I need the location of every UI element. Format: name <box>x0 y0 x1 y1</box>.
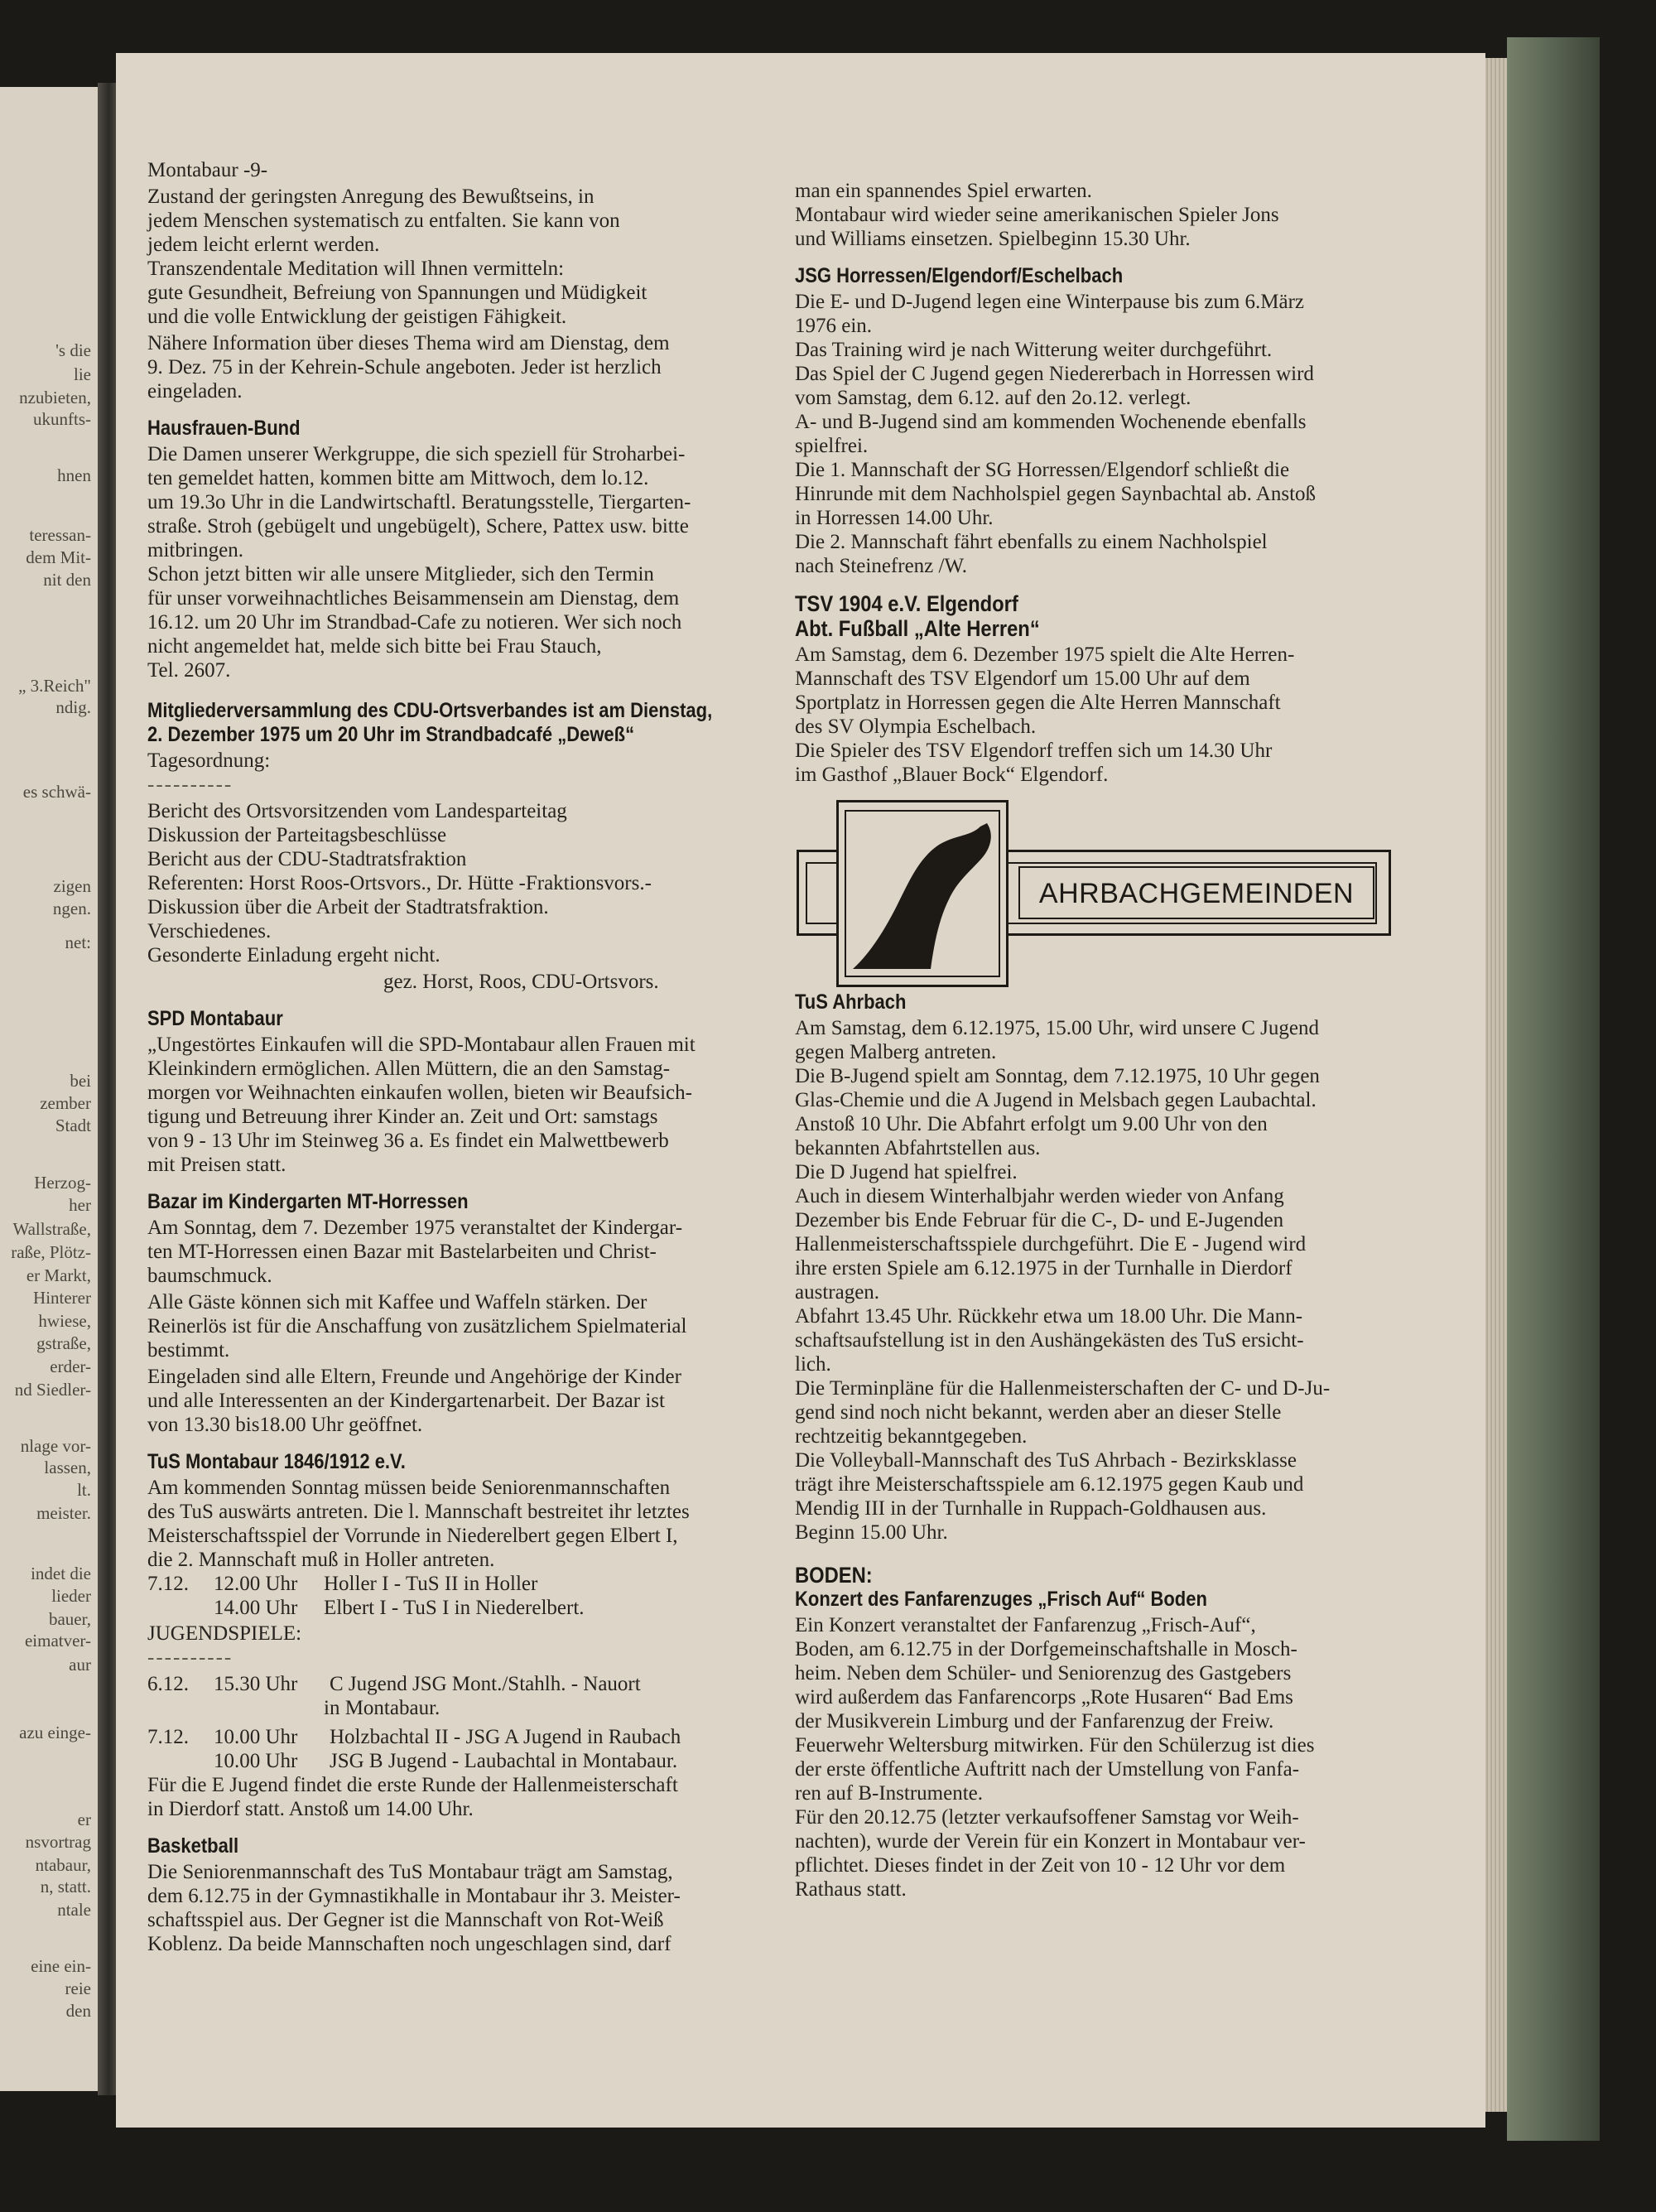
previous-page-text-line: nit den <box>43 570 91 590</box>
river-emblem-icon <box>846 812 999 976</box>
previous-page-text-line: dem Mit- <box>26 547 91 567</box>
previous-page-text-line: ndig. <box>55 697 91 717</box>
youth-fixture-row: 6.12. 15.30 Uhr C Jugend JSG Mont./Stahlh. - Nauort <box>147 1673 641 1695</box>
text-line: Referenten: Horst Roos-Ortsvors., Dr. Hütte -Fraktionsvors.- <box>147 872 652 894</box>
text-line: Die E- und D-Jugend legen eine Winterpause bis zum 6.März <box>795 291 1305 313</box>
previous-page-text-line: ngen. <box>52 899 91 918</box>
text-line: Ein Konzert veranstaltet der Fanfarenzug „Frisch-Auf“, <box>795 1614 1256 1636</box>
text-line: eingeladen. <box>147 380 243 402</box>
text-line: Das Spiel der C Jugend gegen Niedererbach in Horressen wird <box>795 363 1314 385</box>
bazar-text-1 <box>147 1216 777 1288</box>
previous-page-text-line: meister. <box>36 1503 91 1523</box>
text-line: ren auf B-Instrumente. <box>795 1782 984 1805</box>
text-line: wird außerdem das Fanfarencorps „Rote Husaren“ Bad Ems <box>795 1686 1293 1708</box>
text-line: Reinerlös ist für die Anschaffung von zusätzlichem Spielmaterial <box>147 1315 687 1337</box>
text-line: des TuS auswärts antreten. Die l. Mannschaft bestreitet ihr letztes <box>147 1501 690 1523</box>
previous-page-text-line: eine ein- <box>31 1956 91 1976</box>
previous-page-text-line: reie <box>65 1978 91 1998</box>
text-line: dem 6.12.75 in der Gymnastikhalle in Montabaur ihr 3. Meister- <box>147 1885 681 1907</box>
boden-heading: BODEN: <box>795 1563 873 1588</box>
text-line: Am Samstag, dem 6. Dezember 1975 spielt die Alte Herren- <box>795 643 1295 666</box>
tsv-heading-line-1: TSV 1904 e.V. Elgendorf <box>795 591 1018 616</box>
text-line: Kleinkindern ermöglichen. Allen Müttern, die an den Samstag- <box>147 1058 671 1080</box>
text-line: ten MT-Horressen einen Bazar mit Bastelarbeiten und Christ- <box>147 1241 657 1263</box>
text-line: nach Steinefrenz /W. <box>795 555 968 577</box>
text-line: Hinrunde mit dem Nachholspiel gegen Saynbachtal ab. Anstoß <box>795 483 1317 505</box>
text-line: bekannten Abfahrtstellen aus. <box>795 1137 1041 1159</box>
spd-text <box>147 1033 777 1177</box>
text-line: Die 1. Mannschaft der SG Horressen/Elgendorf schließt die <box>795 459 1290 481</box>
bazar-text-2 <box>147 1290 777 1362</box>
text-line: Die B-Jugend spielt am Sonntag, dem 7.12.1975, 10 Uhr gegen <box>795 1065 1320 1087</box>
previous-page-text-line: Wallstraße, <box>12 1219 91 1239</box>
tus-montabaur-text <box>147 1476 777 1572</box>
text-line: Beginn 15.00 Uhr. <box>795 1521 948 1544</box>
text-line: Die D Jugend hat spielfrei. <box>795 1161 1018 1183</box>
previous-page-text-line: es schwä- <box>22 782 91 802</box>
previous-page-fragment <box>0 87 100 2091</box>
text-line: Am Sonntag, dem 7. Dezember 1975 veranstaltet der Kindergar- <box>147 1217 683 1239</box>
text-line: und die volle Entwicklung der geistigen Fähigkeit. <box>147 306 567 328</box>
previous-page-text-line: ntale <box>57 1900 91 1920</box>
text-line: 9. Dez. 75 in der Kehrein-Schule angeboten. Jeder ist herzlich <box>147 356 662 378</box>
right-column <box>795 179 1457 1904</box>
agenda-underline: ---------- <box>147 773 233 796</box>
text-line: gend sind noch nicht bekannt, werden aber an dieser Stelle <box>795 1401 1282 1424</box>
text-line: Hallenmeisterschaftsspiele durchgeführt. Die E - Jugend wird <box>795 1233 1307 1255</box>
text-line: des SV Olympia Eschelbach. <box>795 716 1037 738</box>
tm-info <box>147 331 777 403</box>
previous-page-text-line: ukunfts- <box>33 409 91 429</box>
basketball-text <box>147 1860 777 1956</box>
text-line: morgen vor Weihnachten einkaufen wollen, bieten wir Beaufsich- <box>147 1082 692 1104</box>
text-line: gegen Malberg antreten. <box>795 1041 997 1063</box>
text-line: Auch in diesem Winterhalbjahr werden wieder von Anfang <box>795 1185 1284 1207</box>
previous-page-text-line: 's die <box>55 340 91 360</box>
youth-games-underline: ---------- <box>147 1646 233 1669</box>
basketball-heading: Basketball <box>147 1834 239 1858</box>
text-line: ten gemeldet hatten, kommen bitte am Mittwoch, dem lo.12. <box>147 467 649 489</box>
text-line: heim. Neben dem Schüler- und Seniorenzug des Gastgebers <box>795 1662 1292 1684</box>
spd-heading: SPD Montabaur <box>147 1007 283 1030</box>
text-line: Rathaus statt. <box>795 1878 907 1901</box>
bazar-text-3 <box>147 1365 777 1437</box>
ahrbach-banner <box>795 800 1457 987</box>
previous-page-text-line: bauer, <box>48 1609 91 1629</box>
previous-page-text-line: nlage vor- <box>20 1436 91 1456</box>
text-line: baumschmuck. <box>147 1265 272 1287</box>
text-line: Diskussion der Parteitagsbeschlüsse <box>147 824 447 846</box>
book-gutter <box>98 83 116 2095</box>
previous-page-text-line: n, statt. <box>40 1877 91 1896</box>
text-line: und Williams einsetzen. Spielbeginn 15.30 Uhr. <box>795 228 1191 250</box>
text-line: Die Seniorenmannschaft des TuS Montabaur trägt am Samstag, <box>147 1861 673 1883</box>
text-line: 1976 ein. <box>795 315 873 337</box>
text-line: Sportplatz in Horressen gegen die Alte Herren Mannschaft <box>795 692 1281 714</box>
text-line: Die Volleyball-Mannschaft des TuS Ahrbach - Bezirksklasse <box>795 1449 1297 1472</box>
text-line: nachten), wurde der Verein für ein Konzert in Montabaur ver- <box>795 1830 1306 1853</box>
text-line: A- und B-Jugend sind am kommenden Wochenende ebenfalls <box>795 411 1307 433</box>
page-header: Montabaur -9- <box>147 159 268 181</box>
youth-fixture-continuation: in Montabaur. <box>324 1697 440 1719</box>
bazar-heading: Bazar im Kindergarten MT-Horressen <box>147 1190 469 1213</box>
previous-page-text-line: aur <box>69 1655 91 1675</box>
previous-page-text-line: net: <box>65 933 91 952</box>
previous-page-text-line: „ 3.Reich" <box>18 676 91 696</box>
text-line: jedem Menschen systematisch zu entfalten. Sie kann von <box>147 210 620 232</box>
previous-page-text-line: nd Siedler- <box>14 1380 91 1400</box>
text-line: schaftsspiel aus. Der Gegner ist die Mannschaft von Rot-Weiß <box>147 1909 664 1931</box>
previous-page-text-line: lie <box>74 364 91 384</box>
previous-page-text-line: her <box>69 1195 91 1215</box>
text-line: Die 2. Mannschaft fährt ebenfalls zu einem Nachholspiel <box>795 531 1268 553</box>
previous-page-text-line: azu einge- <box>19 1723 91 1742</box>
previous-page-text-line: hnen <box>57 465 91 485</box>
text-line: austragen. <box>795 1281 880 1304</box>
tus-montabaur-heading: TuS Montabaur 1846/1912 e.V. <box>147 1450 406 1473</box>
text-line: 16.12. um 20 Uhr im Strandbad-Cafe zu notieren. Wer sich noch <box>147 611 682 634</box>
previous-page-text-line: gstraße, <box>36 1333 91 1353</box>
previous-page-text-line: Hinterer <box>33 1288 91 1308</box>
text-line: bestimmt. <box>147 1339 230 1361</box>
text-line: Das Training wird je nach Witterung weiter durchgeführt. <box>795 339 1273 361</box>
text-line: Für den 20.12.75 (letzter verkaufsoffener Samstag vor Weih- <box>795 1806 1299 1829</box>
youth-games-label: JUGENDSPIELE: <box>147 1622 302 1645</box>
previous-page-text-line: nsvortrag <box>25 1832 91 1852</box>
basketball-continuation <box>795 179 1457 251</box>
fixture-row: 7.12. 12.00 Uhr Holler I - TuS II in Holler <box>147 1573 538 1595</box>
text-line: Dezember bis Ende Februar für die C-, D- und E-Jugenden <box>795 1209 1284 1231</box>
hausfrauen-text <box>147 442 777 682</box>
text-line: Montabaur wird wieder seine amerikanischen Spieler Jons <box>795 204 1279 226</box>
previous-page-text-line: zember <box>40 1093 91 1113</box>
text-line: Alle Gäste können sich mit Kaffee und Waffeln stärken. Der <box>147 1291 647 1313</box>
text-line: Die Spieler des TSV Elgendorf treffen sich um 14.30 Uhr <box>795 740 1273 762</box>
fixture-row: 14.00 Uhr Elbert I - TuS I in Niederelbert. <box>214 1597 585 1619</box>
youth-fixture-row: 7.12. 10.00 Uhr Holzbachtal II - JSG A Jugend in Raubach <box>147 1726 681 1748</box>
previous-page-text-line: lt. <box>77 1480 91 1500</box>
previous-page-text-line: Herzog- <box>34 1173 91 1193</box>
previous-page-text-line: nzubieten, <box>19 388 91 407</box>
previous-page-text-line: bei <box>70 1071 91 1091</box>
text-line: mit Preisen statt. <box>147 1154 286 1176</box>
text-line: Am Samstag, dem 6.12.1975, 15.00 Uhr, wird unsere C Jugend <box>795 1017 1319 1039</box>
text-line: Abfahrt 13.45 Uhr. Rückkehr etwa um 18.00 Uhr. Die Mann- <box>795 1305 1303 1328</box>
text-line: Feuerwehr Weltersburg mitwirken. Für den Schülerzug ist dies <box>795 1734 1315 1757</box>
text-line: der erste öffentliche Auftritt nach der Umstellung von Fanfa- <box>795 1758 1300 1781</box>
text-line: im Gasthof „Blauer Bock“ Elgendorf. <box>795 764 1109 786</box>
text-line: Bericht des Ortsvorsitzenden vom Landesparteitag <box>147 800 567 822</box>
text-line: für unser vorweihnachtliches Beisammensein am Dienstag, dem <box>147 587 680 610</box>
text-line: der Musikverein Limburg und der Fanfarenzug der Freiw. <box>795 1710 1274 1732</box>
text-line: Schon jetzt bitten wir alle unsere Mitglieder, sich den Termin <box>147 563 654 586</box>
text-line: man ein spannendes Spiel erwarten. <box>795 180 1092 202</box>
text-line: und alle Interessenten an der Kindergartenarbeit. Der Bazar ist <box>147 1390 665 1412</box>
text-line: rechtzeitig bekanntgegeben. <box>795 1425 1028 1448</box>
text-line: Boden, am 6.12.75 in der Dorfgemeinschaftshalle in Mosch- <box>795 1638 1297 1660</box>
cdu-agenda <box>147 799 777 967</box>
text-line: Anstoß 10 Uhr. Die Abfahrt erfolgt um 9.00 Uhr von den <box>795 1113 1268 1135</box>
text-line: Nähere Information über dieses Thema wird am Dienstag, dem <box>147 332 670 354</box>
cdu-signature: gez. Horst, Roos, CDU-Ortsvors. <box>383 971 659 993</box>
fanfarenzug-text <box>795 1613 1457 1901</box>
jsg-text <box>795 290 1457 578</box>
tsv-text <box>795 643 1457 787</box>
text-line: pflichtet. Dieses findet in der Zeit von 10 - 12 Uhr vor dem <box>795 1854 1286 1877</box>
previous-page-text-line: ntabaur, <box>35 1855 91 1875</box>
text-line: tigung und Betreuung ihrer Kinder an. Zeit und Ort: samstags <box>147 1106 658 1128</box>
text-line: Bericht aus der CDU-Stadtratsfraktion <box>147 848 467 870</box>
tus-ahrbach-text <box>795 1016 1457 1545</box>
text-line: mitbringen. <box>147 539 243 561</box>
previous-page-text-line: lassen, <box>44 1458 91 1477</box>
cdu-heading-line-2: 2. Dezember 1975 um 20 Uhr im Strandbadcafé „Deweß“ <box>147 723 635 746</box>
text-line: schaftsaufstellung ist in den Aushängekästen des TuS ersicht- <box>795 1329 1304 1352</box>
text-line: spielfrei. <box>795 435 869 457</box>
text-line: Diskussion über die Arbeit der Stadtratsfraktion. <box>147 896 549 918</box>
banner-title: AHRBACHGEMEINDEN <box>1018 866 1374 919</box>
tm-intro <box>147 185 777 329</box>
previous-page-text-line: raße, Plötz- <box>11 1242 91 1262</box>
text-line: von 13.30 bis18.00 Uhr geöffnet. <box>147 1414 423 1436</box>
text-line: nicht angemeldet hat, melde sich bitte bei Frau Stauch, <box>147 635 602 658</box>
text-line: die 2. Mannschaft muß in Holler antreten. <box>147 1549 495 1571</box>
previous-page-text-line: eimatver- <box>24 1631 91 1651</box>
text-line: gute Gesundheit, Befreiung von Spannungen und Müdigkeit <box>147 282 647 304</box>
youth-fixture-row: 10.00 Uhr JSG B Jugend - Laubachtal in Montabaur. <box>214 1750 678 1772</box>
previous-page-text-line: Stadt <box>55 1116 91 1135</box>
text-line: „Ungestörtes Einkaufen will die SPD-Montabaur allen Frauen mit <box>147 1034 696 1056</box>
jsg-heading: JSG Horressen/Elgendorf/Eschelbach <box>795 264 1124 287</box>
text-line: Verschiedenes. <box>147 920 272 942</box>
text-line: trägt ihre Meisterschaftsspiele am 6.12.1975 gegen Kaub und <box>795 1473 1304 1496</box>
text-line: Koblenz. Da beide Mannschaften noch ungeschlagen sind, darf <box>147 1933 672 1955</box>
newspaper-page <box>116 53 1485 2128</box>
text-line: Transzendentale Meditation will Ihnen vermitteln: <box>147 258 565 280</box>
text-line: in Dierdorf statt. Anstoß um 14.00 Uhr. <box>147 1798 474 1820</box>
text-line: ihre ersten Spiele am 6.12.1975 in der Turnhalle in Dierdorf <box>795 1257 1293 1279</box>
youth-games-note <box>147 1773 777 1821</box>
text-line: Die Damen unserer Werkgruppe, die sich speziell für Stroharbei- <box>147 443 686 465</box>
previous-page-text-line: er <box>77 1810 91 1829</box>
text-line: straße. Stroh (gebügelt und ungebügelt), Schere, Pattex usw. bitte <box>147 515 689 537</box>
previous-page-text-line: indet die <box>31 1564 91 1583</box>
cdu-heading-line-1: Mitgliederversammlung des CDU-Ortsverbandes ist am Dienstag, <box>147 699 713 722</box>
text-line: in Horressen 14.00 Uhr. <box>795 507 994 529</box>
hausfrauen-heading: Hausfrauen-Bund <box>147 417 301 440</box>
text-line: Zustand der geringsten Anregung des Bewußtseins, in <box>147 186 595 208</box>
previous-page-text-line: zigen <box>53 876 91 896</box>
previous-page-text-line: er Markt, <box>26 1265 91 1285</box>
previous-page-text-line: erder- <box>50 1357 91 1376</box>
previous-page-text-line: hwiese, <box>38 1311 91 1331</box>
text-line: Eingeladen sind alle Eltern, Freunde und Angehörige der Kinder <box>147 1366 681 1388</box>
binder-spine <box>1507 37 1600 2141</box>
text-line: Meisterschaftsspiel der Vorrunde in Niederelbert gegen Elbert I, <box>147 1525 678 1547</box>
previous-page-text-line: lieder <box>51 1586 91 1606</box>
text-line: Mannschaft des TSV Elgendorf um 15.00 Uhr auf dem <box>795 667 1250 690</box>
text-line: Glas-Chemie und die A Jugend in Melsbach gegen Laubachtal. <box>795 1089 1317 1111</box>
left-column <box>147 158 777 1959</box>
previous-page-text-line: teressan- <box>29 525 91 545</box>
text-line: Am kommenden Sonntag müssen beide Seniorenmannschaften <box>147 1477 671 1499</box>
agenda-label: Tagesordnung: <box>147 749 271 772</box>
text-line: Gesonderte Einladung ergeht nicht. <box>147 944 440 966</box>
text-line: Mendig III in der Turnhalle in Ruppach-Goldhausen aus. <box>795 1497 1267 1520</box>
text-line: Tel. 2607. <box>147 659 231 682</box>
tus-ahrbach-heading: TuS Ahrbach <box>795 990 907 1014</box>
text-line: von 9 - 13 Uhr im Steinweg 36 a. Es findet ein Malwettbewerb <box>147 1130 669 1152</box>
text-line: um 19.3o Uhr in die Landwirtschaftl. Beratungsstelle, Tiergarten- <box>147 491 691 513</box>
previous-page-text-line: den <box>65 2001 91 2021</box>
text-line: vom Samstag, dem 6.12. auf den 2o.12. verlegt. <box>795 387 1191 409</box>
text-line: jedem leicht erlernt werden. <box>147 234 380 256</box>
text-line: Für die E Jugend findet die erste Runde der Hallenmeisterschaft <box>147 1774 678 1796</box>
text-line: Die Terminpläne für die Hallenmeisterschaften der C- und D-Ju- <box>795 1377 1331 1400</box>
tsv-heading-line-2: Abt. Fußball „Alte Herren“ <box>795 616 1040 641</box>
text-line: lich. <box>795 1353 831 1376</box>
fanfarenzug-heading: Konzert des Fanfarenzuges „Frisch Auf“ Boden <box>795 1588 1207 1611</box>
